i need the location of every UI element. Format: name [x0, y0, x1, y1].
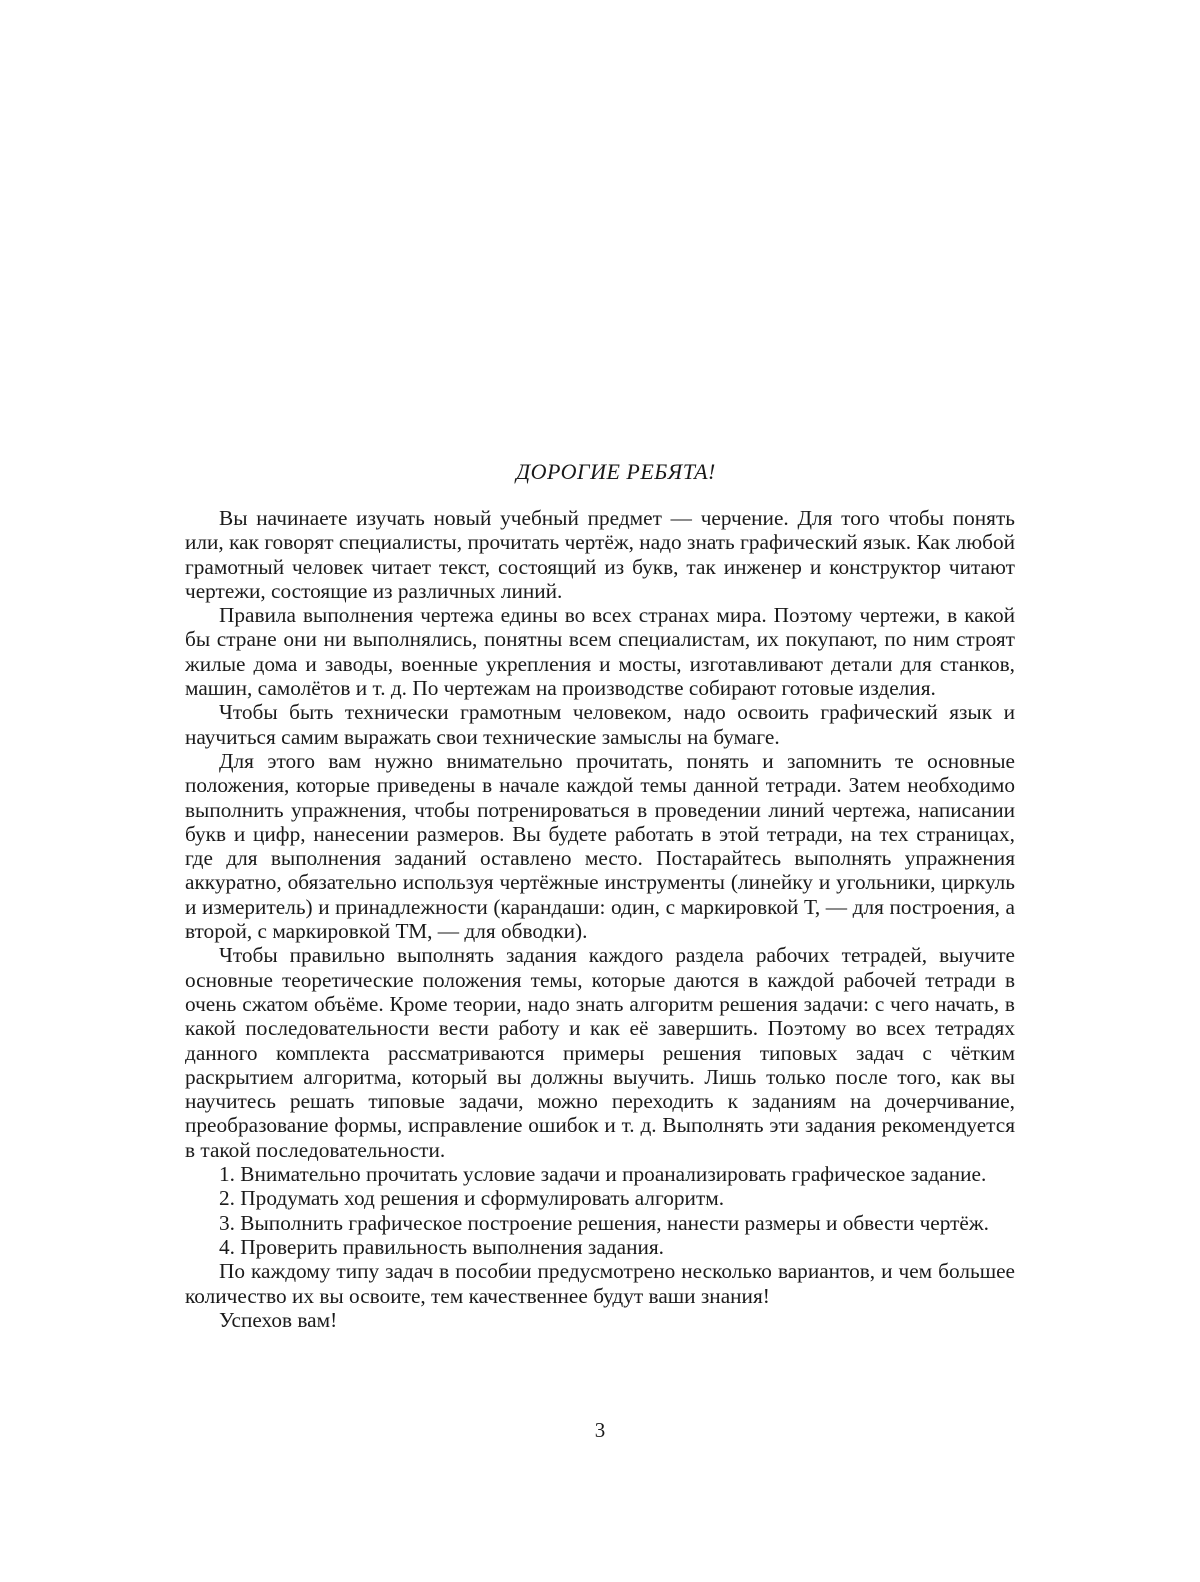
paragraph-intro: Вы начинаете изучать новый учебный предмет — черчение. Для того чтобы понять или, как говорят специалисты, прочитать чертёж, надо знать графический язык. Как любой грамотный человек читает текст, состоящий из букв, так инженер и конструктор читают чертежи, состоящие из различных линий. — [185, 506, 1015, 603]
list-item-step-2: 2. Продумать ход решения и сформулировать алгоритм. — [219, 1186, 725, 1211]
list-item-step-3: 3. Выполнить графическое построение решения, нанести размеры и обвести чертёж. — [219, 1210, 989, 1235]
list-item-step-1: 1. Внимательно прочитать условие задачи и проанализировать графическое задание. — [219, 1162, 987, 1187]
paragraph-literacy: Чтобы быть технически грамотным человеком, надо освоить графический язык и научиться самим выражать свои технические замыслы на бумаге. — [185, 700, 1015, 749]
paragraph-instructions: Для этого вам нужно внимательно прочитать, понять и запомнить те основные положения, которые приведены в начале каждой темы данной тетради. Затем необходимо выполнить упражнения, чтобы потренироваться в проведении линий чертежа, написании букв и цифр, нанесении размеров. Вы будете работать в этой тетради, на тех страницах, где для выполнения заданий оставлено место. Постарайтесь выполнять упражнения аккуратно, обязательно используя чертёжные инструменты (линейку и угольники, циркуль и измеритель) и принадлежности (карандаши: один, с маркировкой Т, — для построения, а второй, с маркировкой ТМ, — для обводки). — [185, 748, 1015, 944]
paragraph-closing: Успехов вам! — [219, 1307, 338, 1332]
page-title: ДОРОГИЕ РЕБЯТА! — [516, 459, 716, 484]
body-text — [185, 506, 1015, 1332]
page-number: 3 — [594, 1418, 606, 1442]
paragraph-variants: По каждому типу задач в пособии предусмотрено несколько вариантов, и чем большее количество их вы освоите, тем качественнее будут ваши знания! — [185, 1259, 1015, 1308]
paragraph-rules: Правила выполнения чертежа едины во всех странах мира. Поэтому чертежи, в какой бы стране они ни выполнялись, понятны всем специалистам, их покупают, по ним строят жилые дома и заводы, военные укрепления и мосты, изготавливают детали для станков, машин, самолётов и т. д. По чертежам на производстве собирают готовые изделия. — [185, 603, 1015, 701]
paragraph-algorithm: Чтобы правильно выполнять задания каждого раздела рабочих тетрадей, выучите основные теоретические положения темы, которые даются в каждой рабочей тетради в очень сжатом объёме. Кроме теории, надо знать алгоритм решения задачи: с чего начать, в какой последовательности вести работу и как её завершить. Поэтому во всех тетрадях данного комплекта рассматриваются примеры решения типовых задач с чётким раскрытием алгоритма, который вы должны выучить. Лишь только после того, как вы научитесь решать типовые задачи, можно переходить к заданиям на дочерчивание, преобразование формы, исправление ошибок и т. д. Выполнять эти задания рекомендуется в такой последовательности. — [185, 943, 1015, 1162]
list-item-step-4: 4. Проверить правильность выполнения задания. — [219, 1234, 664, 1259]
